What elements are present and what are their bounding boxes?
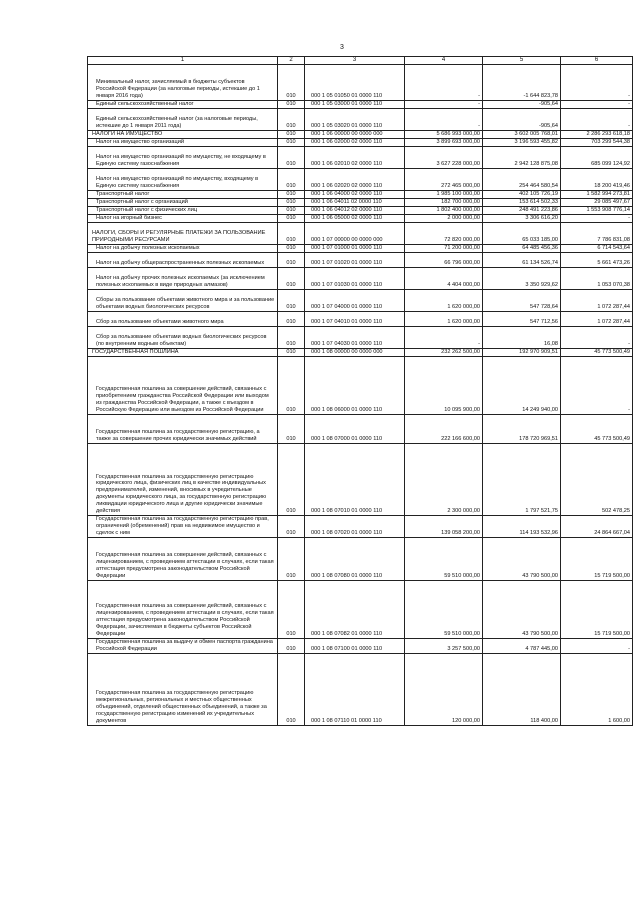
table-row bbox=[88, 639, 633, 654]
row-value-cell: - bbox=[561, 109, 633, 131]
row-value-cell: 1 553 908 776,14 bbox=[561, 207, 633, 215]
row-budget-code-cell: 000 1 08 07100 01 0000 110 bbox=[305, 639, 405, 654]
row-budget-code-cell: 000 1 07 01020 01 0000 110 bbox=[305, 253, 405, 268]
row-budget-code-cell: 000 1 07 04030 01 0000 110 bbox=[305, 327, 405, 349]
table-row bbox=[88, 415, 633, 444]
row-line-code-cell: 010 bbox=[278, 147, 305, 169]
table-row bbox=[88, 253, 633, 268]
table-row bbox=[88, 245, 633, 253]
row-value-cell: 1 985 100 000,00 bbox=[405, 191, 483, 199]
row-name-cell: Транспортный налог bbox=[88, 191, 278, 199]
row-value-cell: 1 072 287,44 bbox=[561, 290, 633, 312]
row-line-code-cell: 010 bbox=[278, 223, 305, 245]
row-budget-code-cell: 000 1 06 04011 02 0000 110 bbox=[305, 199, 405, 207]
row-line-code-cell: 010 bbox=[278, 538, 305, 581]
row-line-code-cell: 010 bbox=[278, 444, 305, 516]
row-value-cell: - bbox=[561, 65, 633, 101]
row-value-cell: - bbox=[405, 65, 483, 101]
row-line-code-cell: 010 bbox=[278, 357, 305, 415]
row-value-cell: -1 644 823,78 bbox=[483, 65, 561, 101]
row-name-cell: Единый сельскохозяйственный налог bbox=[88, 101, 278, 109]
row-value-cell: 685 099 124,92 bbox=[561, 147, 633, 169]
table-row bbox=[88, 131, 633, 139]
row-line-code-cell: 010 bbox=[278, 139, 305, 147]
row-budget-code-cell: 000 1 06 05000 02 0000 110 bbox=[305, 215, 405, 223]
row-line-code-cell: 010 bbox=[278, 349, 305, 357]
header-cell: 5 bbox=[483, 57, 561, 65]
row-value-cell: 547 728,64 bbox=[483, 290, 561, 312]
row-value-cell: 6 714 543,64 bbox=[561, 245, 633, 253]
row-name-cell: Налог на имущество организаций bbox=[88, 139, 278, 147]
row-value-cell: - bbox=[561, 327, 633, 349]
table-row bbox=[88, 191, 633, 199]
row-line-code-cell: 010 bbox=[278, 199, 305, 207]
table-row bbox=[88, 444, 633, 516]
row-value-cell: 72 820 000,00 bbox=[405, 223, 483, 245]
row-value-cell: 18 200 419,46 bbox=[561, 169, 633, 191]
table-row bbox=[88, 327, 633, 349]
row-value-cell: 2 300 000,00 bbox=[405, 444, 483, 516]
row-value-cell: 66 796 000,00 bbox=[405, 253, 483, 268]
row-line-code-cell: 010 bbox=[278, 169, 305, 191]
row-line-code-cell: 010 bbox=[278, 327, 305, 349]
row-budget-code-cell: 000 1 05 01050 01 0000 110 bbox=[305, 65, 405, 101]
row-name-cell: Государственная пошлина за государственную регистрацию прав, ограничений (обременений) прав на недвижимое имущество и сделок с ним bbox=[88, 516, 278, 538]
row-value-cell: - bbox=[561, 639, 633, 654]
row-line-code-cell: 010 bbox=[278, 639, 305, 654]
row-value-cell: 703 299 544,38 bbox=[561, 139, 633, 147]
row-line-code-cell: 010 bbox=[278, 312, 305, 327]
header-cell: 2 bbox=[278, 57, 305, 65]
table-row bbox=[88, 65, 633, 101]
row-value-cell: 71 200 000,00 bbox=[405, 245, 483, 253]
table-row bbox=[88, 538, 633, 581]
row-value-cell: 2 286 293 618,18 bbox=[561, 131, 633, 139]
header-cell: 3 bbox=[305, 57, 405, 65]
row-budget-code-cell: 000 1 08 06000 01 0000 110 bbox=[305, 357, 405, 415]
row-value-cell: 1 620 000,00 bbox=[405, 312, 483, 327]
row-name-cell: Государственная пошлина за совершение действий, связанных с лицензированием, с проведением аттестации в случаях, если такая аттестация предусмотрена законодательством Российской Федерации bbox=[88, 538, 278, 581]
table-row bbox=[88, 215, 633, 223]
row-value-cell: 232 262 500,00 bbox=[405, 349, 483, 357]
row-budget-code-cell: 000 1 06 02010 02 0000 110 bbox=[305, 147, 405, 169]
row-line-code-cell: 010 bbox=[278, 253, 305, 268]
row-name-cell: Минимальный налог, зачисляемый в бюджеты субъектов Российской Федерации (за налоговые периоды, истекшие до 1 января 2016 года) bbox=[88, 65, 278, 101]
row-value-cell: 7 786 831,08 bbox=[561, 223, 633, 245]
row-value-cell: 24 864 667,04 bbox=[561, 516, 633, 538]
row-value-cell: 1 600,00 bbox=[561, 654, 633, 726]
row-line-code-cell: 010 bbox=[278, 131, 305, 139]
row-name-cell: Транспортный налог с физических лиц bbox=[88, 207, 278, 215]
row-budget-code-cell: 000 1 08 07000 01 0000 110 bbox=[305, 415, 405, 444]
row-value-cell: 3 602 005 768,01 bbox=[483, 131, 561, 139]
row-value-cell: 1 620 000,00 bbox=[405, 290, 483, 312]
table-row bbox=[88, 147, 633, 169]
row-value-cell: 59 510 000,00 bbox=[405, 538, 483, 581]
table-row bbox=[88, 223, 633, 245]
row-budget-code-cell: 000 1 08 07110 01 0000 110 bbox=[305, 654, 405, 726]
row-value-cell: 64 485 456,36 bbox=[483, 245, 561, 253]
row-line-code-cell: 010 bbox=[278, 290, 305, 312]
row-budget-code-cell: 000 1 05 03020 01 0000 110 bbox=[305, 109, 405, 131]
row-value-cell: 4 787 445,00 bbox=[483, 639, 561, 654]
row-value-cell: - bbox=[405, 327, 483, 349]
row-line-code-cell: 010 bbox=[278, 415, 305, 444]
row-budget-code-cell: 000 1 08 07080 01 0000 110 bbox=[305, 538, 405, 581]
row-budget-code-cell: 000 1 07 01000 01 0000 110 bbox=[305, 245, 405, 253]
row-value-cell: 3 196 593 455,82 bbox=[483, 139, 561, 147]
page-number: 3 bbox=[340, 44, 344, 51]
row-value-cell: 402 105 726,19 bbox=[483, 191, 561, 199]
row-line-code-cell: 010 bbox=[278, 109, 305, 131]
table-row bbox=[88, 207, 633, 215]
table-row bbox=[88, 654, 633, 726]
table-row bbox=[88, 357, 633, 415]
row-value-cell: 178 720 969,51 bbox=[483, 415, 561, 444]
row-budget-code-cell: 000 1 06 02000 02 0000 110 bbox=[305, 139, 405, 147]
table-row bbox=[88, 199, 633, 207]
row-name-cell: Налог на имущество организаций по имуществу, входящему в Единую систему газоснабжения bbox=[88, 169, 278, 191]
row-value-cell: 43 790 500,00 bbox=[483, 538, 561, 581]
budget-revenue-table bbox=[87, 56, 633, 726]
row-value-cell: 192 970 909,51 bbox=[483, 349, 561, 357]
row-value-cell: 182 700 000,00 bbox=[405, 199, 483, 207]
row-budget-code-cell: 000 1 06 04000 02 0000 110 bbox=[305, 191, 405, 199]
table-header-row bbox=[88, 57, 633, 65]
row-name-cell: Государственная пошлина за совершение действий, связанных с лицензированием, с проведением аттестации в случаях, если такая аттестация предусмотрена законодательством Российской Федерации, зачисляемая в бюджеты субъектов Российской Федерации bbox=[88, 581, 278, 639]
table-row bbox=[88, 101, 633, 109]
row-value-cell: 3 627 228 000,00 bbox=[405, 147, 483, 169]
row-value-cell: 272 465 000,00 bbox=[405, 169, 483, 191]
table-row bbox=[88, 109, 633, 131]
row-value-cell: -905,64 bbox=[483, 109, 561, 131]
row-name-cell: Налог на добычу полезных ископаемых bbox=[88, 245, 278, 253]
row-name-cell: Государственная пошлина за государственную регистрацию юридического лица, физических лиц в качестве индивидуальных предпринимателей, изменений, вносимых в учредительные документы юридического лица, за государственную регистрацию ликвидации юридического лица и другие юридически значимые действия bbox=[88, 444, 278, 516]
table-row bbox=[88, 349, 633, 357]
header-cell: 4 bbox=[405, 57, 483, 65]
row-value-cell: 61 134 526,74 bbox=[483, 253, 561, 268]
row-name-cell: Единый сельскохозяйственный налог (за налоговые периоды, истекшие до 1 января 2011 года) bbox=[88, 109, 278, 131]
table-row bbox=[88, 169, 633, 191]
table-row bbox=[88, 312, 633, 327]
row-value-cell: 3 257 500,00 bbox=[405, 639, 483, 654]
table-row bbox=[88, 139, 633, 147]
row-name-cell: Государственная пошлина за выдачу и обмен паспорта гражданина Российской Федерации bbox=[88, 639, 278, 654]
row-value-cell: 254 464 580,54 bbox=[483, 169, 561, 191]
row-name-cell: Налог на имущество организаций по имуществу, не входящему в Единую систему газоснабжения bbox=[88, 147, 278, 169]
row-value-cell: 29 085 497,67 bbox=[561, 199, 633, 207]
row-line-code-cell: 010 bbox=[278, 191, 305, 199]
row-name-cell: ГОСУДАРСТВЕННАЯ ПОШЛИНА bbox=[88, 349, 278, 357]
row-value-cell: 502 478,25 bbox=[561, 444, 633, 516]
header-cell: 1 bbox=[88, 57, 278, 65]
row-budget-code-cell: 000 1 08 00000 00 0000 000 bbox=[305, 349, 405, 357]
row-value-cell: 3 899 693 000,00 bbox=[405, 139, 483, 147]
row-value-cell: 1 072 287,44 bbox=[561, 312, 633, 327]
row-value-cell: 15 719 500,00 bbox=[561, 538, 633, 581]
row-line-code-cell: 010 bbox=[278, 245, 305, 253]
row-line-code-cell: 010 bbox=[278, 268, 305, 290]
row-budget-code-cell: 000 1 08 07020 01 0000 110 bbox=[305, 516, 405, 538]
row-name-cell: Государственная пошлина за государственную регистрацию, а также за совершение прочих юридически значимых действий bbox=[88, 415, 278, 444]
row-budget-code-cell: 000 1 07 04000 01 0000 110 bbox=[305, 290, 405, 312]
row-value-cell: 3 350 929,62 bbox=[483, 268, 561, 290]
table-row bbox=[88, 290, 633, 312]
row-line-code-cell: 010 bbox=[278, 101, 305, 109]
row-line-code-cell: 010 bbox=[278, 215, 305, 223]
row-value-cell: 1 582 994 273,81 bbox=[561, 191, 633, 199]
row-name-cell: Сбор за пользование объектами водных биологических ресурсов (по внутренним водным объектам) bbox=[88, 327, 278, 349]
row-budget-code-cell: 000 1 08 07082 01 0000 110 bbox=[305, 581, 405, 639]
row-line-code-cell: 010 bbox=[278, 65, 305, 101]
row-value-cell: - bbox=[405, 109, 483, 131]
row-value-cell: 3 306 616,20 bbox=[483, 215, 561, 223]
row-name-cell: Государственная пошлина за совершение действий, связанных с приобретением гражданства Российской Федерации или выходом из гражданства Российской Федерации, а также с въездом в Российскую Федерацию или выездом из Российской Федерации bbox=[88, 357, 278, 415]
row-value-cell: 2 942 128 875,08 bbox=[483, 147, 561, 169]
row-name-cell: Транспортный налог с организаций bbox=[88, 199, 278, 207]
row-value-cell: 5 661 473,26 bbox=[561, 253, 633, 268]
table-row bbox=[88, 581, 633, 639]
row-name-cell: Налог на игорный бизнес bbox=[88, 215, 278, 223]
row-budget-code-cell: 000 1 07 01030 01 0000 110 bbox=[305, 268, 405, 290]
row-name-cell: Сбор за пользование объектами животного мира bbox=[88, 312, 278, 327]
row-value-cell: 10 095 900,00 bbox=[405, 357, 483, 415]
row-budget-code-cell: 000 1 07 04010 01 0000 110 bbox=[305, 312, 405, 327]
row-value-cell: - bbox=[561, 215, 633, 223]
row-line-code-cell: 010 bbox=[278, 581, 305, 639]
row-value-cell: 1 053 070,38 bbox=[561, 268, 633, 290]
row-value-cell: 2 000 000,00 bbox=[405, 215, 483, 223]
row-budget-code-cell: 000 1 06 00000 00 0000 000 bbox=[305, 131, 405, 139]
row-budget-code-cell: 000 1 06 02020 02 0000 110 bbox=[305, 169, 405, 191]
table-row bbox=[88, 268, 633, 290]
row-name-cell: НАЛОГИ НА ИМУЩЕСТВО bbox=[88, 131, 278, 139]
row-value-cell: 222 166 600,00 bbox=[405, 415, 483, 444]
row-line-code-cell: 010 bbox=[278, 516, 305, 538]
row-name-cell: Налог на добычу общераспространенных полезных ископаемых bbox=[88, 253, 278, 268]
row-value-cell: 45 773 500,49 bbox=[561, 415, 633, 444]
row-value-cell: 14 249 940,00 bbox=[483, 357, 561, 415]
row-budget-code-cell: 000 1 08 07010 01 0000 110 bbox=[305, 444, 405, 516]
row-value-cell: 5 686 993 000,00 bbox=[405, 131, 483, 139]
row-value-cell: 45 773 500,49 bbox=[561, 349, 633, 357]
header-cell: 6 bbox=[561, 57, 633, 65]
row-value-cell: 139 058 200,00 bbox=[405, 516, 483, 538]
row-value-cell: 547 712,56 bbox=[483, 312, 561, 327]
row-value-cell: 114 193 532,96 bbox=[483, 516, 561, 538]
row-line-code-cell: 010 bbox=[278, 207, 305, 215]
row-budget-code-cell: 000 1 07 00000 00 0000 000 bbox=[305, 223, 405, 245]
row-value-cell: -905,64 bbox=[483, 101, 561, 109]
row-name-cell: Сборы за пользование объектами животного мира и за пользование объектами водных биологических ресурсов bbox=[88, 290, 278, 312]
row-value-cell: - bbox=[405, 101, 483, 109]
row-value-cell: 1 797 521,75 bbox=[483, 444, 561, 516]
row-value-cell: 120 000,00 bbox=[405, 654, 483, 726]
row-budget-code-cell: 000 1 06 04012 02 0000 110 bbox=[305, 207, 405, 215]
row-value-cell: 1 802 400 000,00 bbox=[405, 207, 483, 215]
row-name-cell: Государственная пошлина за государственную регистрацию межрегиональных, региональных и местных общественных объединений, отделений общественных объединений, а также за государственную регистрацию изменений их учредительных документов bbox=[88, 654, 278, 726]
row-value-cell: 59 510 000,00 bbox=[405, 581, 483, 639]
row-value-cell: 118 400,00 bbox=[483, 654, 561, 726]
row-value-cell: - bbox=[561, 357, 633, 415]
row-budget-code-cell: 000 1 05 03000 01 0000 110 bbox=[305, 101, 405, 109]
row-value-cell: 16,08 bbox=[483, 327, 561, 349]
row-value-cell: 15 719 500,00 bbox=[561, 581, 633, 639]
row-value-cell: 65 033 185,00 bbox=[483, 223, 561, 245]
row-name-cell: Налог на добычу прочих полезных ископаемых (за исключением полезных ископаемых в виде природных алмазов) bbox=[88, 268, 278, 290]
row-name-cell: НАЛОГИ, СБОРЫ И РЕГУЛЯРНЫЕ ПЛАТЕЖИ ЗА ПОЛЬЗОВАНИЕ ПРИРОДНЫМИ РЕСУРСАМИ bbox=[88, 223, 278, 245]
table-row bbox=[88, 516, 633, 538]
row-line-code-cell: 010 bbox=[278, 654, 305, 726]
row-value-cell: 153 614 502,33 bbox=[483, 199, 561, 207]
row-value-cell: 4 404 000,00 bbox=[405, 268, 483, 290]
row-value-cell: 43 790 500,00 bbox=[483, 581, 561, 639]
row-value-cell: - bbox=[561, 101, 633, 109]
row-value-cell: 248 491 223,86 bbox=[483, 207, 561, 215]
